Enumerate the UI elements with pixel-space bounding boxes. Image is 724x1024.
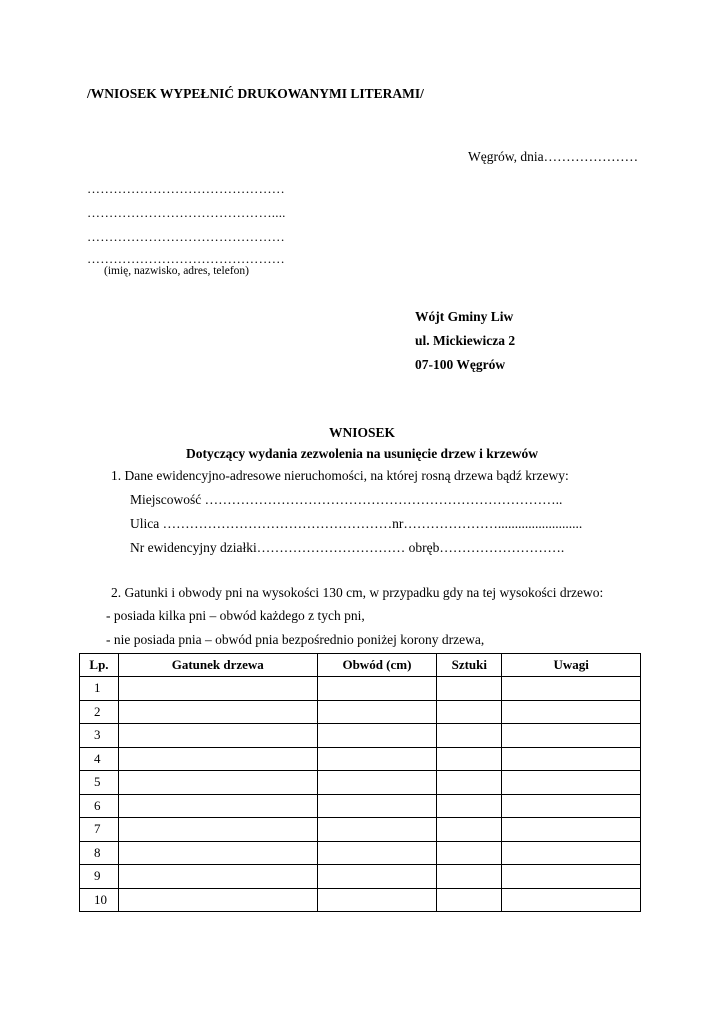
notes-cell[interactable]	[502, 841, 641, 865]
row-number: 10	[80, 888, 119, 912]
section-2-bullet-2: - nie posiada pnia – obwód pnia bezpośrednio poniżej korony drzewa,	[106, 632, 485, 647]
species-cell[interactable]	[118, 818, 317, 842]
count-cell[interactable]	[437, 818, 502, 842]
species-cell[interactable]	[118, 888, 317, 912]
applicant-caption: (imię, nazwisko, adres, telefon)	[104, 265, 249, 277]
circumference-cell[interactable]	[317, 724, 437, 748]
table-row	[80, 865, 641, 889]
species-cell[interactable]	[118, 724, 317, 748]
notes-cell[interactable]	[502, 865, 641, 889]
count-cell[interactable]	[437, 841, 502, 865]
document-subtitle: Dotyczący wydania zezwolenia na usunięcie drzew i krzewów	[185, 446, 539, 461]
section-2-heading: 2. Gatunki i obwody pni na wysokości 130 cm, w przypadku gdy na tej wysokości drzewo:	[111, 585, 604, 600]
count-cell[interactable]	[437, 888, 502, 912]
circumference-cell[interactable]	[317, 818, 437, 842]
table-row	[80, 677, 641, 701]
notes-cell[interactable]	[502, 677, 641, 701]
place-date-field[interactable]: Węgrów, dnia…………………	[468, 149, 639, 164]
document-title: WNIOSEK	[328, 425, 396, 440]
count-cell[interactable]	[437, 771, 502, 795]
row-number: 6	[80, 794, 119, 818]
species-cell[interactable]	[118, 771, 317, 795]
section-2-bullet-1: - posiada kilka pni – obwód każdego z tych pni,	[106, 608, 365, 623]
circumference-cell[interactable]	[317, 771, 437, 795]
notes-cell[interactable]	[502, 794, 641, 818]
row-number: 7	[80, 818, 119, 842]
species-cell[interactable]	[118, 700, 317, 724]
count-cell[interactable]	[437, 865, 502, 889]
row-number: 4	[80, 747, 119, 771]
count-cell[interactable]	[437, 747, 502, 771]
table-row	[80, 700, 641, 724]
applicant-line-2[interactable]: ……………………………………....	[87, 205, 286, 220]
circumference-cell[interactable]	[317, 747, 437, 771]
header-notes: Uwagi	[502, 654, 641, 677]
header-circumference: Obwód (cm)	[317, 654, 437, 677]
row-number: 1	[80, 677, 119, 701]
table-row	[80, 841, 641, 865]
table-row	[80, 818, 641, 842]
table-row	[80, 771, 641, 795]
parcel-field[interactable]: Nr ewidencyjny działki…………………………… obręb……………………….	[130, 540, 565, 555]
species-cell[interactable]	[118, 794, 317, 818]
row-number: 5	[80, 771, 119, 795]
row-number: 9	[80, 865, 119, 889]
recipient-name: Wójt Gminy Liw	[415, 309, 514, 324]
circumference-cell[interactable]	[317, 841, 437, 865]
table-row	[80, 747, 641, 771]
header-species: Gatunek drzewa	[118, 654, 317, 677]
species-cell[interactable]	[118, 747, 317, 771]
table-row	[80, 794, 641, 818]
notes-cell[interactable]	[502, 724, 641, 748]
circumference-cell[interactable]	[317, 794, 437, 818]
row-number: 8	[80, 841, 119, 865]
table-row	[80, 888, 641, 912]
header-count: Sztuki	[437, 654, 502, 677]
count-cell[interactable]	[437, 700, 502, 724]
notes-cell[interactable]	[502, 888, 641, 912]
species-cell[interactable]	[118, 865, 317, 889]
table-row	[80, 724, 641, 748]
header-lp: Lp.	[80, 654, 119, 677]
table-header-row	[80, 654, 641, 677]
applicant-line-3[interactable]: ………………………………………	[87, 229, 285, 244]
notes-cell[interactable]	[502, 771, 641, 795]
circumference-cell[interactable]	[317, 865, 437, 889]
circumference-cell[interactable]	[317, 888, 437, 912]
recipient-city: 07-100 Węgrów	[415, 357, 506, 372]
count-cell[interactable]	[437, 794, 502, 818]
applicant-line-4[interactable]: ………………………………………	[87, 251, 285, 266]
trees-table	[79, 653, 641, 912]
count-cell[interactable]	[437, 677, 502, 701]
count-cell[interactable]	[437, 724, 502, 748]
street-field[interactable]: Ulica ……………………………………………nr………………….........................	[130, 516, 583, 531]
species-cell[interactable]	[118, 841, 317, 865]
recipient-street: ul. Mickiewicza 2	[415, 333, 516, 348]
locality-field[interactable]: Miejscowość ……………………………………………………………………..	[130, 492, 563, 507]
circumference-cell[interactable]	[317, 677, 437, 701]
species-cell[interactable]	[118, 677, 317, 701]
row-number: 3	[80, 724, 119, 748]
notes-cell[interactable]	[502, 818, 641, 842]
applicant-line-1[interactable]: ………………………………………	[87, 181, 285, 196]
notes-cell[interactable]	[502, 700, 641, 724]
circumference-cell[interactable]	[317, 700, 437, 724]
notes-cell[interactable]	[502, 747, 641, 771]
section-1-heading: 1. Dane ewidencyjno-adresowe nieruchomości, na której rosną drzewa bądź krzewy:	[111, 468, 569, 483]
form-instruction-heading: /WNIOSEK WYPEŁNIĆ DRUKOWANYMI LITERAMI/	[87, 86, 424, 101]
row-number: 2	[80, 700, 119, 724]
